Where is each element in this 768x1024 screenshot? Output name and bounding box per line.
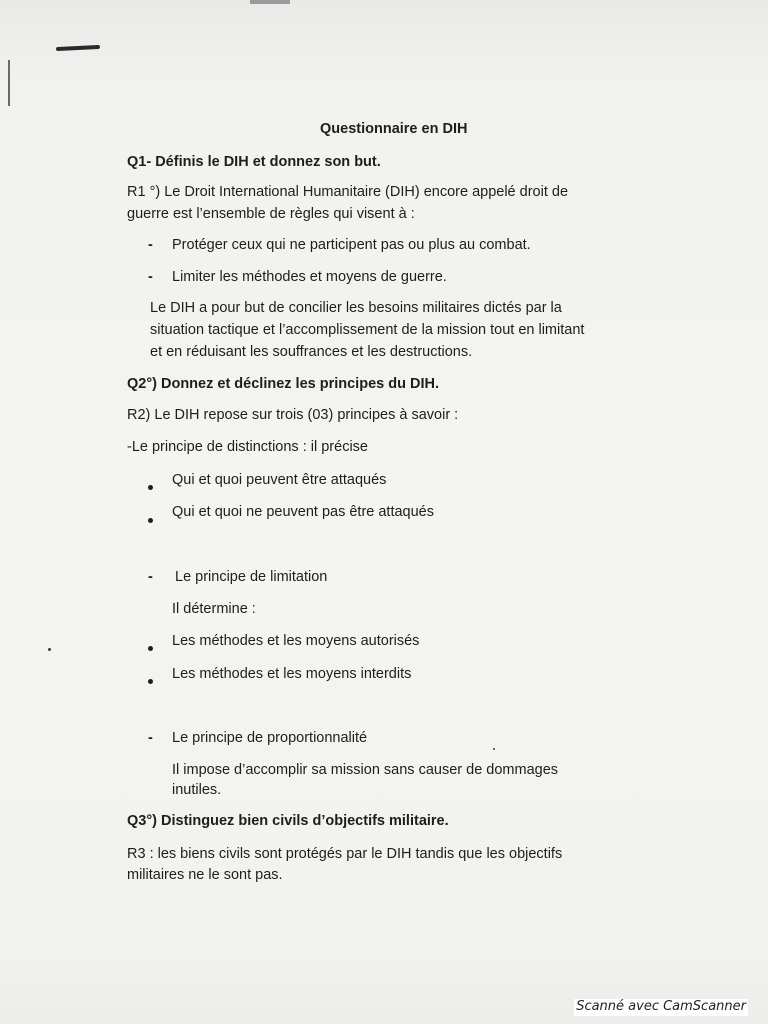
principle-3-text-line-2: inutiles. bbox=[172, 782, 222, 798]
dash-marker: - bbox=[148, 269, 153, 285]
question-2: Q2°) Donnez et déclinez les principes du DIH. bbox=[127, 376, 439, 392]
answer-1-line-2: guerre est l’ensemble de règles qui visent à : bbox=[127, 206, 415, 222]
principle-1-item-1: Qui et quoi peuvent être attaqués bbox=[172, 472, 387, 488]
answer-1-paragraph-line-3: et en réduisant les souffrances et les destructions. bbox=[150, 344, 473, 360]
principle-2-item-2: Les méthodes et les moyens interdits bbox=[172, 666, 412, 682]
document-title: Questionnaire en DIH bbox=[320, 121, 468, 137]
scan-artifact-pen-mark bbox=[56, 45, 100, 51]
bullet-icon bbox=[148, 510, 153, 529]
answer-3-line-2: militaires ne le sont pas. bbox=[127, 867, 283, 883]
question-1: Q1- Définis le DIH et donnez son but. bbox=[127, 154, 381, 170]
principle-2-item-1: Les méthodes et les moyens autorisés bbox=[172, 633, 420, 649]
answer-3-line-1: R3 : les biens civils sont protégés par le DIH tandis que les objectifs bbox=[127, 846, 563, 862]
answer-1-paragraph-line-2: situation tactique et l’accomplissement de la mission tout en limitant bbox=[150, 322, 585, 338]
scanner-watermark: Scanné avec CamScanner bbox=[576, 999, 746, 1015]
principle-1-item-2: Qui et quoi ne peuvent pas être attaqués bbox=[172, 504, 434, 520]
answer-1-item-1: Protéger ceux qui ne participent pas ou plus au combat. bbox=[172, 237, 531, 253]
principle-3-heading: Le principe de proportionnalité bbox=[172, 730, 368, 746]
bullet-icon bbox=[148, 671, 153, 690]
answer-1-paragraph-line-1: Le DIH a pour but de concilier les besoins militaires dictés par la bbox=[150, 300, 562, 316]
scan-speck bbox=[493, 748, 495, 750]
dash-marker: - bbox=[148, 237, 153, 253]
bullet-icon bbox=[148, 638, 153, 657]
dash-marker: - bbox=[148, 730, 153, 746]
question-3: Q3°) Distinguez bien civils d’objectifs militaire. bbox=[127, 813, 449, 829]
principle-2-heading: Le principe de limitation bbox=[175, 569, 328, 585]
principle-2-subheading: Il détermine : bbox=[172, 601, 256, 617]
dash-marker: - bbox=[148, 569, 153, 585]
scan-artifact-top-edge bbox=[250, 0, 290, 4]
scan-artifact-left-line bbox=[8, 60, 10, 106]
answer-1-item-2: Limiter les méthodes et moyens de guerre. bbox=[172, 269, 447, 285]
principle-3-text-line-1: Il impose d’accomplir sa mission sans causer de dommages bbox=[172, 762, 559, 778]
principle-1-heading: -Le principe de distinctions : il précise bbox=[127, 439, 368, 455]
answer-2-intro: R2) Le DIH repose sur trois (03) principes à savoir : bbox=[127, 407, 459, 423]
scan-speck bbox=[48, 648, 51, 651]
bullet-icon bbox=[148, 477, 153, 496]
answer-1-line-1: R1 °) Le Droit International Humanitaire (DIH) encore appelé droit de bbox=[127, 184, 569, 200]
